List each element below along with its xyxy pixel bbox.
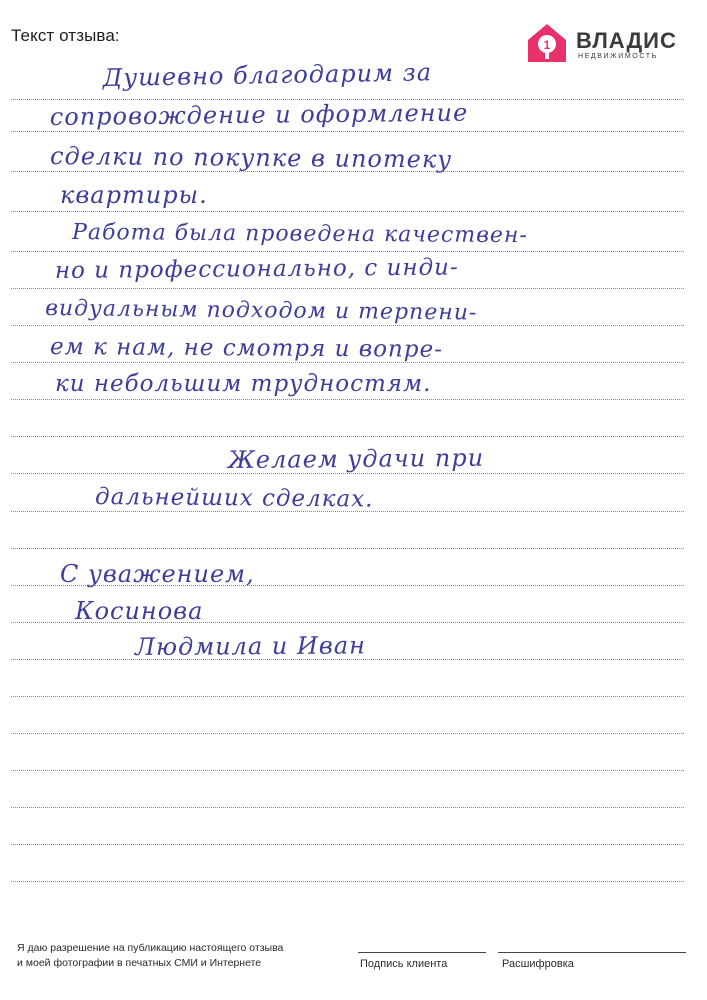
handwriting-line: Косинова bbox=[75, 597, 204, 625]
ruled-line bbox=[11, 436, 684, 437]
logo-tagline: НЕДВИЖИМОСТЬ bbox=[578, 53, 658, 60]
decryption-label: Расшифровка bbox=[502, 958, 574, 970]
ruled-line bbox=[11, 548, 684, 549]
ruled-line bbox=[11, 807, 684, 808]
ruled-line bbox=[11, 131, 684, 132]
ruled-line bbox=[11, 622, 684, 623]
handwriting-line: дальнейших сделках. bbox=[95, 484, 374, 513]
svg-text:1: 1 bbox=[543, 38, 551, 52]
handwriting-line: видуальным подходом и терпени- bbox=[45, 296, 478, 326]
consent-line: Я даю разрешение на публикацию настоящего отзыва bbox=[17, 942, 284, 954]
consent-text bbox=[17, 941, 337, 971]
handwriting-line: Работа была проведена качествен- bbox=[72, 220, 528, 249]
signature-line[interactable] bbox=[358, 952, 486, 953]
handwriting-line: ки небольшим трудностям. bbox=[55, 371, 432, 397]
house-key-icon bbox=[526, 22, 568, 64]
ruled-line bbox=[11, 399, 684, 400]
handwriting-line: ем к нам, не смотря и вопре- bbox=[50, 334, 443, 363]
form-title: Текст отзыва: bbox=[11, 26, 120, 45]
ruled-line bbox=[11, 99, 684, 100]
ruled-line bbox=[11, 211, 684, 212]
company-logo bbox=[526, 22, 686, 66]
ruled-line bbox=[11, 325, 684, 326]
ruled-line bbox=[11, 251, 684, 252]
handwriting-line: сделки по покупке в ипотеку bbox=[50, 142, 453, 174]
ruled-line bbox=[11, 696, 684, 697]
handwriting-line: квартиры. bbox=[60, 181, 208, 209]
ruled-line bbox=[11, 881, 684, 882]
ruled-line bbox=[11, 362, 684, 363]
ruled-line bbox=[11, 511, 684, 512]
ruled-line bbox=[11, 770, 684, 771]
ruled-line bbox=[11, 288, 684, 289]
ruled-line bbox=[11, 171, 684, 172]
handwriting-line: но и профессионально, с инди- bbox=[54, 254, 459, 284]
ruled-line bbox=[11, 733, 684, 734]
handwriting-line: Людмила и Иван bbox=[134, 631, 367, 661]
ruled-line bbox=[11, 844, 684, 845]
handwriting-line: Душевно благодарим за bbox=[102, 58, 433, 92]
ruled-line bbox=[11, 585, 684, 586]
handwriting-line: С уважением, bbox=[60, 560, 255, 588]
handwriting-line: Желаем удачи при bbox=[227, 443, 485, 474]
handwriting-line: сопровождение и оформление bbox=[49, 98, 469, 131]
logo-wordmark: ВЛАДИС bbox=[576, 28, 677, 53]
signature-label: Подпись клиента bbox=[360, 958, 448, 970]
decryption-line[interactable] bbox=[498, 952, 686, 953]
consent-line: и моей фотографии в печатных СМИ и Интернете bbox=[17, 957, 262, 969]
ruled-line bbox=[11, 659, 684, 660]
ruled-line bbox=[11, 473, 684, 474]
